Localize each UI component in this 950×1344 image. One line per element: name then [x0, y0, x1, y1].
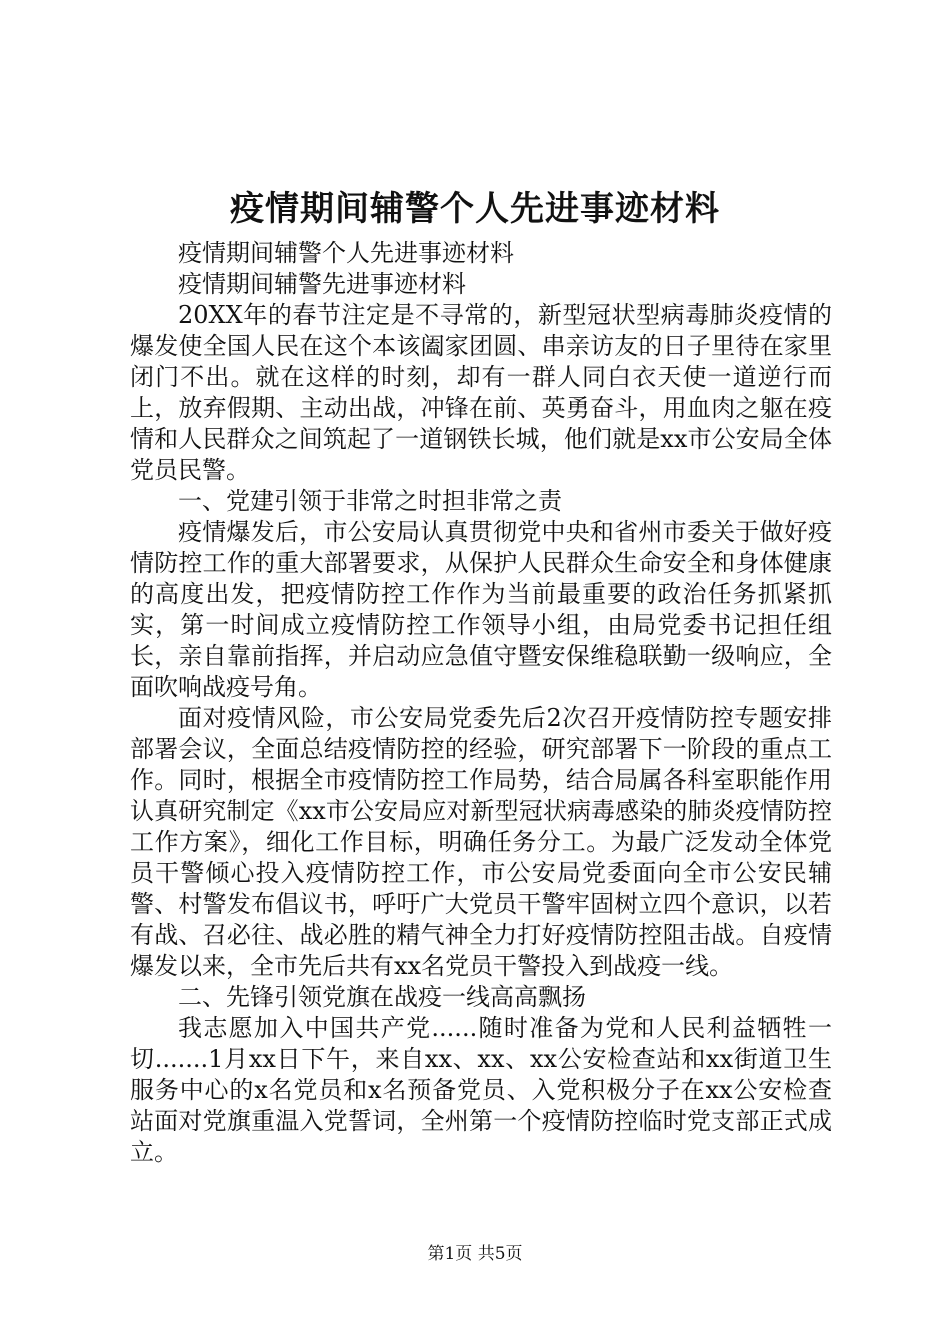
paragraph-subtitle-2: 疫情期间辅警先进事迹材料 — [178, 270, 466, 298]
paragraph-subtitle-1: 疫情期间辅警个人先进事迹材料 — [178, 239, 514, 267]
document-title: 疫情期间辅警个人先进事迹材料 — [230, 189, 720, 229]
section-heading-1: 一、党建引领于非常之时担非常之责 — [178, 487, 562, 515]
paragraph-section-1a: 疫情爆发后，市公安局认真贯彻党中央和省州市委关于做好疫情防控工作的重大部署要求，从保护人民群众生命安全和身体健康的高度出发，把疫情防控工作作为当前最重要的政治任务抓紧抓实，第一时间成立疫情防控工作领导小组，由局党委书记担任组长，亲自靠前指挥，并启动应急值守暨安保维稳联勤一级响应，全面吹响战疫号角。 — [130, 518, 832, 701]
paragraph-intro: 20XX年的春节注定是不寻常的，新型冠状型病毒肺炎疫情的爆发使全国人民在这个本该阖家团圆、串亲访友的日子里待在家里闭门不出。就在这样的时刻，却有一群人同白衣天使一道逆行而上，放弃假期、主动出战，冲锋在前、英勇奋斗，用血肉之躯在疫情和人民群众之间筑起了一道钢铁长城，他们就是xx市公安局全体党员民警。 — [130, 301, 832, 484]
document-body — [130, 238, 832, 1168]
paragraph-section-1b: 面对疫情风险，市公安局党委先后2次召开疫情防控专题安排部署会议，全面总结疫情防控的经验，研究部署下一阶段的重点工作。同时，根据全市疫情防控工作局势，结合局属各科室职能作用认真研究制定《xx市公安局应对新型冠状病毒感染的肺炎疫情防控工作方案》，细化工作目标，明确任务分工。为最广泛发动全体党员干警倾心投入疫情防控工作，市公安局党委面向全市公安民辅警、村警发布倡议书，呼吁广大党员干警牢固树立四个意识，以若有战、召必往、战必胜的精气神全力打好疫情防控阻击战。自疫情爆发以来，全市先后共有xx名党员干警投入到战疫一线。 — [130, 704, 832, 980]
page-footer: 第1页 共5页 — [427, 1244, 523, 1264]
section-heading-2: 二、先锋引领党旗在战疫一线高高飘扬 — [178, 983, 586, 1011]
paragraph-section-2a: 我志愿加入中国共产党......随时准备为党和人民利益牺牲一切.......1月xx日下午，来自xx、xx、xx公安检查站和xx街道卫生服务中心的x名党员和x名预备党员、入党积极分子在xx公安检查站面对党旗重温入党誓词，全州第一个疫情防控临时党支部正式成立。 — [130, 1014, 832, 1166]
